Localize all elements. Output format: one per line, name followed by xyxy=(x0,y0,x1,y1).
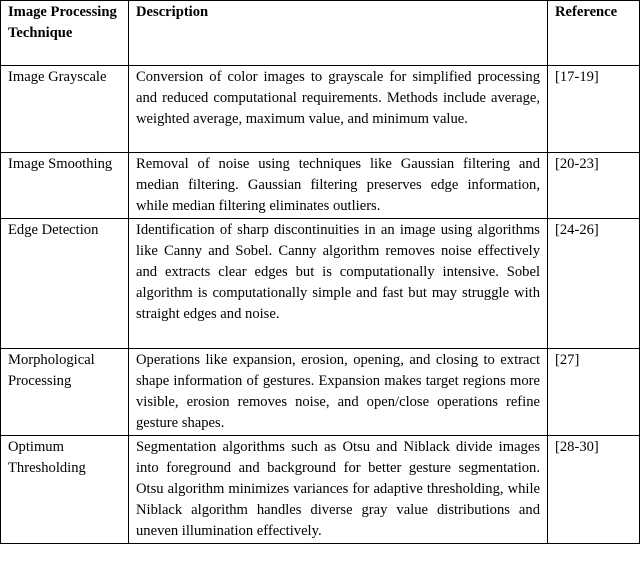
table-row xyxy=(1,348,640,435)
description-cell: Identification of sharp discontinuities in an image using algorithms like Canny and Sobel. Canny algorithm removes noise effectively and extracts clear edges but is computationally intensive. Sobel algorithm is computationally simple and fast but may struggle with straight edges and noise. xyxy=(129,218,548,348)
description-cell: Segmentation algorithms such as Otsu and Niblack divide images into foreground and background for better gesture segmentation. Otsu algorithm minimizes variances for adaptive thresholding, while Niblack algorithm handles diverse gray value distributions and uneven illumination effectively. xyxy=(129,435,548,543)
header-reference: Reference xyxy=(548,1,640,66)
table-row xyxy=(1,153,640,219)
technique-cell: Optimum Thresholding xyxy=(1,435,129,543)
reference-cell: [24-26] xyxy=(548,218,640,348)
technique-cell: Image Smoothing xyxy=(1,153,129,219)
description-cell: Conversion of color images to grayscale for simplified processing and reduced computational requirements. Methods include average, weighted average, maximum value, and minimum value. xyxy=(129,66,548,153)
technique-cell: Edge Detection xyxy=(1,218,129,348)
header-technique: Image Processing Technique xyxy=(1,1,129,66)
description-cell: Operations like expansion, erosion, opening, and closing to extract shape information of gestures. Expansion makes target regions more visible, erosion removes noise, and open/close operations refine gesture shapes. xyxy=(129,348,548,435)
reference-cell: [17-19] xyxy=(548,66,640,153)
description-cell: Removal of noise using techniques like Gaussian filtering and median filtering. Gaussian filtering preserves edge information, while median filtering eliminates outliers. xyxy=(129,153,548,219)
table-row xyxy=(1,435,640,543)
reference-cell: [27] xyxy=(548,348,640,435)
header-description: Description xyxy=(129,1,548,66)
reference-cell: [28-30] xyxy=(548,435,640,543)
table-row xyxy=(1,218,640,348)
table-row xyxy=(1,66,640,153)
technique-cell: Morphological Processing xyxy=(1,348,129,435)
technique-cell: Image Grayscale xyxy=(1,66,129,153)
reference-cell: [20-23] xyxy=(548,153,640,219)
table-header-row xyxy=(1,1,640,66)
